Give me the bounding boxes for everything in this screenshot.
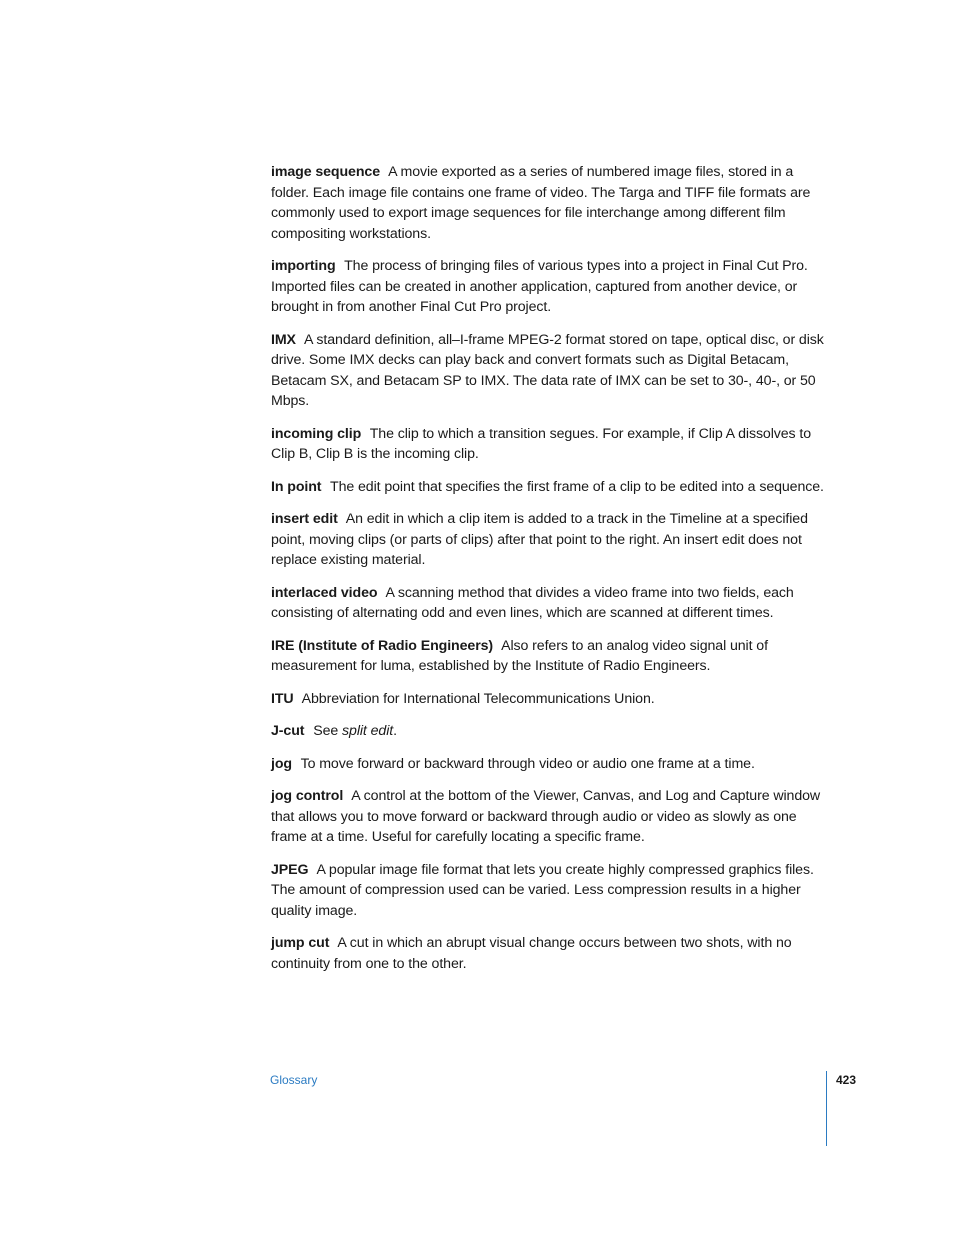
glossary-entry-image-sequence bbox=[271, 162, 827, 244]
cross-reference-link[interactable]: split edit bbox=[342, 723, 394, 739]
glossary-definition: See bbox=[313, 723, 343, 739]
glossary-term: JPEG bbox=[271, 861, 309, 878]
glossary-term: insert edit bbox=[271, 511, 338, 527]
glossary-term: jump cut bbox=[271, 935, 330, 951]
glossary-term: jog control bbox=[271, 788, 344, 804]
glossary-definition: Abbreviation for International Telecommunications Union. bbox=[301, 690, 655, 707]
glossary-term: J-cut bbox=[271, 723, 305, 739]
footer-section-label: Glossary bbox=[270, 1073, 318, 1087]
glossary-entry-in-point bbox=[271, 477, 827, 498]
glossary-entry-jog bbox=[271, 754, 827, 775]
glossary-entry-j-cut bbox=[271, 721, 827, 742]
glossary-definition: The edit point that specifies the first frame of a clip to be edited into a sequence. bbox=[330, 478, 824, 495]
glossary-entry-interlaced-video bbox=[271, 583, 827, 624]
glossary-entry-jog-control bbox=[271, 786, 827, 848]
glossary-entry-importing bbox=[271, 256, 827, 318]
glossary-definition: An edit in which a clip item is added to a track in the Timeline at a specified point, moving clips (or parts of clips) after that point to the right. An insert edit does not replace existing material. bbox=[271, 511, 808, 568]
glossary-entry-insert-edit bbox=[271, 509, 827, 571]
glossary-definition: A control at the bottom of the Viewer, Canvas, and Log and Capture window that allows you to move forward or backward through audio or video as slowly as one frame at a time. Useful for carefully locating a specific frame. bbox=[271, 788, 821, 845]
page-number: 423 bbox=[836, 1073, 857, 1087]
glossary-entry-ire bbox=[271, 636, 827, 677]
glossary-definition: A popular image file format that lets you create highly compressed graphics files. The amount of compression used can be varied. Less compression results in a higher quality image. bbox=[271, 861, 814, 919]
glossary-definition: Also refers to an analog video signal unit of measurement for luma, established by the Institute of Radio Engineers. bbox=[271, 637, 768, 674]
glossary-term: importing bbox=[271, 258, 336, 274]
glossary-term: image sequence bbox=[271, 164, 380, 180]
glossary-definition: A cut in which an abrupt visual change occurs between two shots, with no continuity from one to the other. bbox=[271, 935, 792, 972]
glossary-definition: A standard definition, all–I-frame MPEG-2 format stored on tape, optical disc, or disk drive. Some IMX decks can play back and convert formats such as Digital Betacam, Betacam SX, and Betacam SP to IMX. The data rate of IMX can be set to 30-, 40-, or 50 Mbps. bbox=[271, 331, 824, 409]
glossary-entry-itu bbox=[271, 689, 827, 710]
glossary-term: IMX bbox=[271, 331, 296, 348]
glossary-definition: A scanning method that divides a video frame into two fields, each consisting of alternating odd and even lines, which are scanned at different times. bbox=[271, 584, 794, 621]
glossary-entry-imx bbox=[271, 330, 827, 412]
glossary-term: incoming clip bbox=[271, 425, 362, 442]
glossary-term: IRE (Institute of Radio Engineers) bbox=[271, 637, 494, 654]
glossary-list bbox=[271, 162, 827, 986]
glossary-definition: To move forward or backward through video or audio one frame at a time. bbox=[300, 755, 755, 772]
glossary-definition-suffix: . bbox=[393, 723, 397, 739]
glossary-entry-jump-cut bbox=[271, 933, 827, 974]
glossary-definition: The process of bringing files of various types into a project in Final Cut Pro. Imported files can be created in another application, captured from another device, or brought in from another Final Cut Pro project. bbox=[271, 258, 808, 315]
glossary-term: In point bbox=[271, 478, 322, 495]
glossary-term: jog bbox=[271, 755, 292, 772]
glossary-term: interlaced video bbox=[271, 584, 378, 601]
glossary-term: ITU bbox=[271, 690, 294, 707]
footer-divider bbox=[826, 1071, 827, 1146]
glossary-entry-incoming-clip bbox=[271, 424, 827, 465]
glossary-entry-jpeg bbox=[271, 860, 827, 922]
glossary-definition: The clip to which a transition segues. For example, if Clip A dissolves to Clip B, Clip B is the incoming clip. bbox=[271, 425, 812, 462]
glossary-definition: A movie exported as a series of numbered image files, stored in a folder. Each image file contains one frame of video. The Targa and TIFF file formats are commonly used to export image sequences for file interchange among different film compositing workstations. bbox=[271, 164, 811, 242]
